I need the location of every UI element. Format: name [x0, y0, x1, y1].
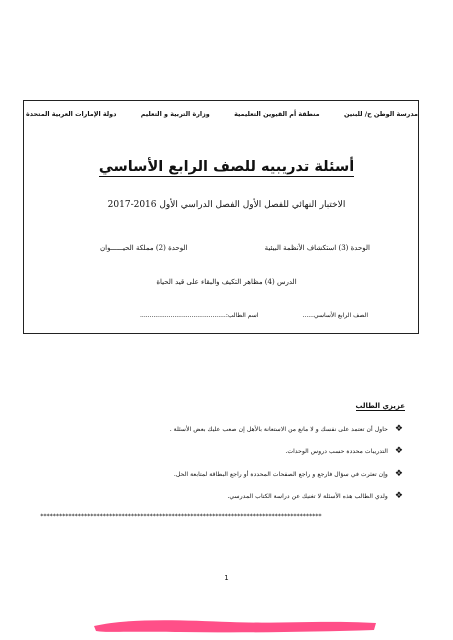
header-zone: منطقة أم القيوين التعليمية [234, 110, 320, 118]
page-number: 1 [224, 574, 229, 582]
instruction-text: حاول أن تعتمد على نفسك و لا مانع من الاستعانة بالأهل إن صعب عليك بعض الأسئلة . [169, 425, 388, 433]
four-diamond-bullet-icon: ❖ [394, 446, 403, 457]
four-diamond-bullet-icon: ❖ [394, 491, 403, 502]
page-title-wrapper [0, 156, 453, 175]
list-item [83, 441, 403, 464]
instruction-text: وإن تعثرت في سؤال فارجع و راجع الصفحات المحددة أو راجع البطاقة لمتابعة الحل. [173, 470, 388, 478]
lesson-line: الدرس (4) مظاهر التكيف والبقاء على قيد الحياة [156, 278, 297, 286]
student-info-row [140, 312, 368, 319]
header-ministry: وزارة التربية و التعليم [140, 110, 210, 118]
instruction-text: ولدي الطالب هذه الأسئلة لا تغنيك عن دراسة الكتاب المدرسي. [227, 493, 388, 501]
units-row [100, 244, 370, 252]
list-item [83, 486, 403, 509]
cover-frame [23, 100, 419, 334]
list-item [83, 463, 403, 486]
student-name-field: اسم الطالب:............................................. [140, 312, 259, 319]
four-diamond-bullet-icon: ❖ [394, 423, 403, 434]
instruction-text: التدريبات محددة حسب دروس الوحدات. [285, 448, 388, 456]
unit-3-label: الوحدة (3) استكشاف الأنظمة البيئية [264, 244, 370, 252]
four-diamond-bullet-icon: ❖ [394, 468, 403, 479]
redaction-scribble [90, 614, 380, 634]
asterisk-separator: ****************************************************************************************** [40, 513, 322, 520]
notes-title: عزيزي الطالب [355, 402, 405, 410]
student-grade-field: الصف الرابع الأساسي...... [302, 312, 368, 319]
exam-line: الاختبار النهائي للفصل الأول الفصل الدراسي الأول 2016-2017 [107, 200, 346, 210]
header-country: دولة الإمارات العربية المتحدة [26, 110, 117, 118]
header-row [26, 110, 418, 118]
instructions-list [83, 418, 403, 508]
page-title: أسئلة تدريبيه للصف الرابع الأساسي [98, 159, 355, 175]
unit-2-label: الوحدة (2) مملكة الحيــــــوان [100, 244, 188, 252]
header-school: مدرسة الوطن ح/ للبنين [343, 110, 418, 118]
list-item [83, 418, 403, 441]
